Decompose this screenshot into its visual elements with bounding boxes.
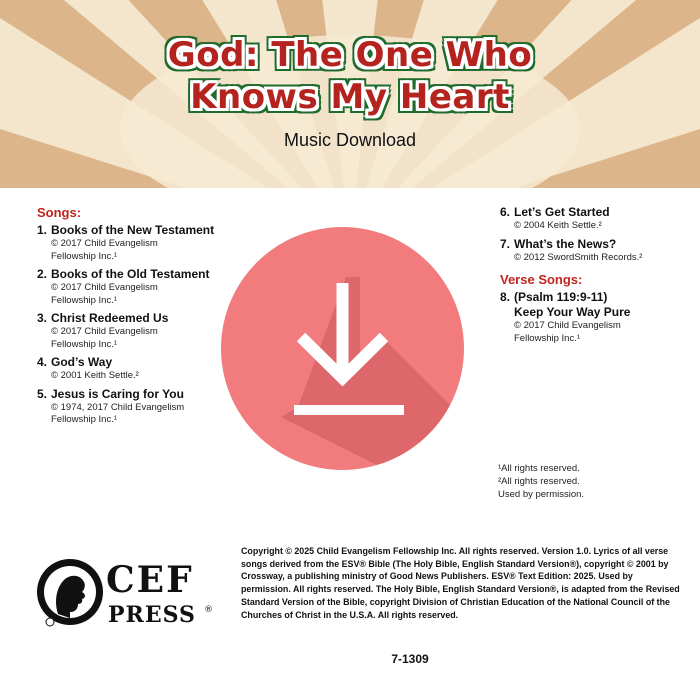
footnote-2: ²All rights reserved. Used by permission. [498,476,585,500]
registered-mark: ® [204,605,213,615]
song-number: 5. [37,386,48,401]
songs-list-right [500,205,690,349]
list-item [37,267,237,307]
song-copyright: © 2017 Child Evangelism Fellowship Inc.¹ [51,238,158,262]
songs-list-left [37,205,237,431]
song-copyright: © 2004 Keith Settle.² [514,220,602,231]
songs-heading: Songs: [37,205,82,220]
song-copyright: © 2017 Child Evangelism Fellowship Inc.¹ [514,320,621,344]
list-item [37,223,237,263]
footnotes [498,462,584,501]
song-copyright: © 2012 SwordSmith Records.² [514,251,643,263]
song-copyright: © 2017 Child Evangelism Fellowship Inc.¹ [51,282,158,306]
title-line-2: Knows My Heart [190,77,510,117]
song-number: 4. [37,355,48,369]
song-number: 3. [37,311,48,325]
list-item [500,237,690,265]
song-number: 8. [500,290,511,304]
list-item [37,355,237,383]
list-item [37,387,237,427]
product-code: 7-1309 [391,652,429,666]
header-banner [0,0,700,188]
song-title: What’s the News? [514,236,617,251]
song-title: God’s Way [51,355,113,369]
list-item [500,205,690,233]
list-item [500,290,690,345]
song-copyright: © 2017 Child Evangelism Fellowship Inc.¹ [51,326,158,350]
footnote-1: ¹All rights reserved. [498,463,580,474]
list-item [37,311,237,351]
download-icon[interactable] [221,227,464,470]
legal-text: Copyright © 2025 Child Evangelism Fellowship Inc. All rights reserved. Version 1.0. Lyrics of all verse songs derived from the ESV® Bible (The Holy Bible, English Standard Version®), copyright © 2001 by Crossway, a publishing ministry of Good News Publishers. ESV® Text Edition: 2025. Used by permission. All rights reserved. The Holy Bible, English Standard Version®, is adapted from the Revised Standard Version of the Bible, copyright Division of Christian Education of the National Council of the Churches of Christ in the U.S.A. All rights reserved. [241,546,680,620]
song-number: 7. [500,236,511,251]
page-title [0,34,700,118]
logo-text-top: CEF [106,559,194,601]
title-line-1: God: The One Who [167,35,533,75]
song-number: 6. [500,205,511,219]
song-title: (Psalm 119:9-11) Keep Your Way Pure [514,290,631,319]
logo-text-bottom: PRESS [108,602,196,628]
song-title: Jesus is Caring for You [51,386,184,401]
cef-press-logo-icon [36,552,221,632]
verse-songs-heading: Verse Songs: [500,272,583,287]
song-title: Books of the New Testament [51,223,215,237]
song-title: Let’s Get Started [514,205,610,219]
song-copyright: © 2001 Keith Settle.² [51,370,139,381]
song-number: 1. [37,223,48,237]
song-copyright: © 1974, 2017 Child Evangelism Fellowship Inc.¹ [51,401,185,425]
subtitle: Music Download [283,130,417,150]
song-title: Books of the Old Testament [51,267,210,281]
cef-press-logo [36,552,221,632]
song-number: 2. [37,267,48,281]
song-title: Christ Redeemed Us [51,311,169,325]
download-arrow-icon [221,227,464,470]
